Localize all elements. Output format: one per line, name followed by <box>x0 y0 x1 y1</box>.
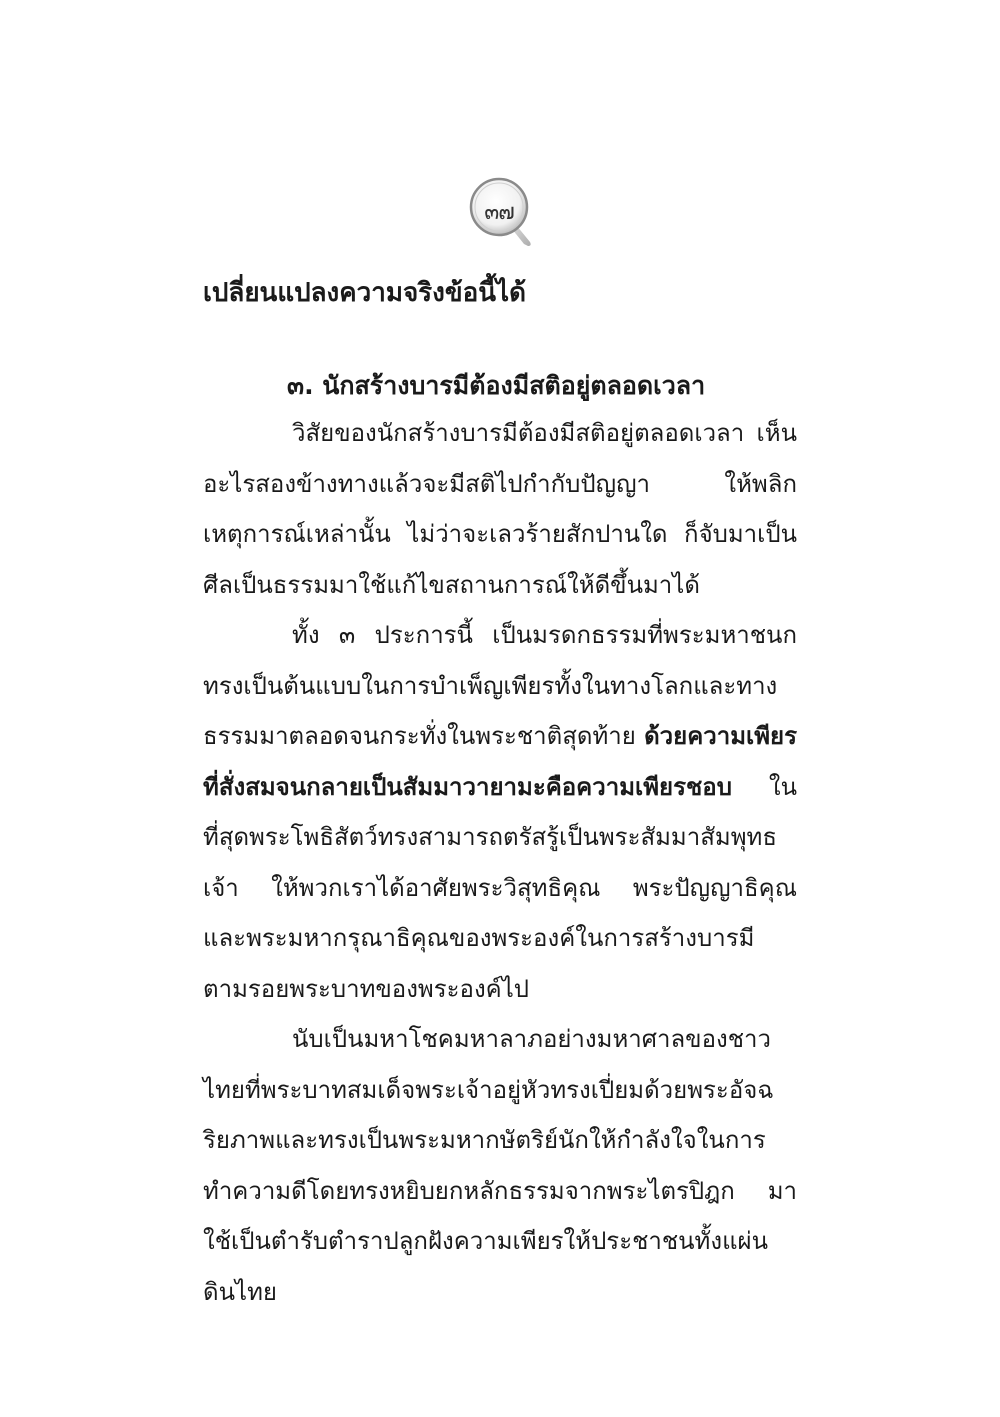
section-continuation-heading: เปลี่ยนแปลงความจริงข้อนี้ได้ <box>203 278 526 308</box>
paragraph-3: นับเป็นมหาโชคมหาลาภอย่างมหาศาลของชาวไทยที่พระบาทสมเด็จพระเจ้าอยู่หัวทรงเปี่ยมด้วยพระอัจฉริยภาพและทรงเป็นพระมหากษัตริย์นักให้กำลังใจในการทำความดีโดยทรงหยิบยกหลักธรรมจากพระไตรปิฎก มาใช้เป็นตำรับตำราปลูกฝังความเพียรให้ประชาชนทั้งแผ่นดินไทย <box>203 1025 797 1306</box>
paragraph-2-start: ทั้ง ๓ ประการนี้ เป็นมรดกธรรมที่พระมหาชนกทรงเป็นต้นแบบในการบำเพ็ญเพียรทั้งในทางโลกและทางธรรมมาตลอดจนกระทั่งในพระชาติสุดท้าย <box>203 621 797 750</box>
paragraph-2-bold-phrase: ด้วยความเพียรที่สั่งสมจนกลายเป็นสัมมาวายามะคือความเพียรชอบ <box>203 722 797 801</box>
topic-heading: ๓. นักสร้างบารมีต้องมีสติอยู่ตลอดเวลา <box>287 371 706 400</box>
paragraph-2-end: ในที่สุดพระโพธิสัตว์ทรงสามารถตรัสรู้เป็นพระสัมมาสัมพุทธเจ้า ให้พวกเราได้อาศัยพระวิสุทธิคุณ พระปัญญาธิคุณ และพระมหากรุณาธิคุณของพระองค์ในการสร้างบารมีตามรอยพระบาทของพระองค์ไป <box>203 772 797 1003</box>
page-number: ๓๗ <box>484 200 514 225</box>
paragraph-2 <box>203 610 797 1014</box>
body-text-top <box>203 408 797 1317</box>
paragraph-1: วิสัยของนักสร้างบารมีต้องมีสติอยู่ตลอดเวลา เห็นอะไรสองข้างทางแล้วจะมีสติไปกำกับปัญญา ให้พลิกเหตุการณ์เหล่านั้น ไม่ว่าจะเลวร้ายสักปานใด ก็จับมาเป็นศีลเป็นธรรมมาใช้แก้ไขสถานการณ์ให้ดีขึ้นมาได้ <box>203 419 797 599</box>
page-number-badge <box>468 176 538 248</box>
